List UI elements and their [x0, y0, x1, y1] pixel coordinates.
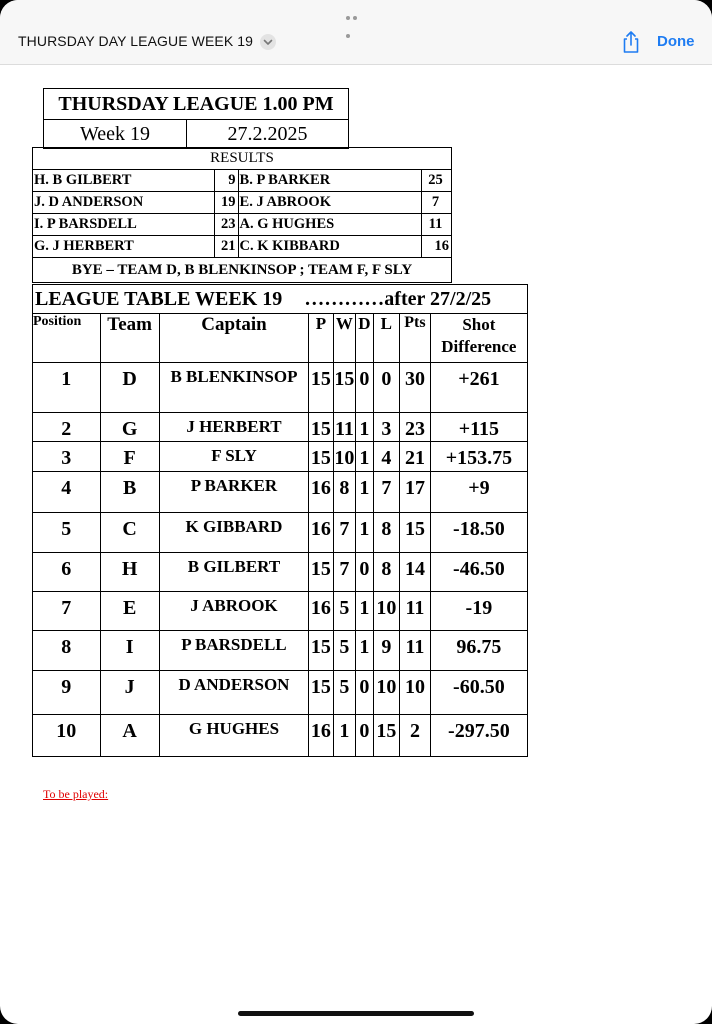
- lost-cell: 10: [373, 671, 400, 715]
- shot-difference-cell: -60.50: [430, 671, 527, 715]
- share-icon[interactable]: [620, 30, 642, 54]
- league-table-row: [33, 442, 528, 472]
- position-cell: 7: [33, 592, 101, 631]
- points-cell: 21: [400, 442, 431, 472]
- col-position: Position: [33, 314, 101, 363]
- team-cell: H: [100, 553, 159, 592]
- points-cell: 23: [400, 413, 431, 442]
- drawn-cell: 1: [356, 472, 373, 513]
- position-cell: 10: [33, 715, 101, 757]
- home-team: J. D ANDERSON: [33, 192, 215, 214]
- away-score: 25: [422, 170, 452, 192]
- result-row: [33, 214, 452, 236]
- league-table: [32, 284, 528, 757]
- col-won: W: [333, 314, 356, 363]
- won-cell: 15: [333, 363, 356, 413]
- shot-difference-cell: -18.50: [430, 513, 527, 553]
- col-points: Pts: [400, 314, 431, 363]
- shot-difference-cell: +9: [430, 472, 527, 513]
- shot-difference-cell: +115: [430, 413, 527, 442]
- points-cell: 30: [400, 363, 431, 413]
- points-cell: 15: [400, 513, 431, 553]
- captain-cell: D ANDERSON: [159, 671, 308, 715]
- played-cell: 16: [309, 592, 334, 631]
- captain-cell: B BLENKINSOP: [159, 363, 308, 413]
- document-title[interactable]: THURSDAY DAY LEAGUE WEEK 19: [18, 33, 254, 49]
- position-cell: 8: [33, 631, 101, 671]
- league-table-row: [33, 413, 528, 442]
- position-cell: 2: [33, 413, 101, 442]
- won-cell: 10: [333, 442, 356, 472]
- result-row: [33, 236, 452, 258]
- position-cell: 1: [33, 363, 101, 413]
- lost-cell: 0: [373, 363, 400, 413]
- drawn-cell: 0: [356, 363, 373, 413]
- home-score: 21: [214, 236, 238, 258]
- drawn-cell: 0: [356, 553, 373, 592]
- position-cell: 4: [33, 472, 101, 513]
- played-cell: 15: [309, 631, 334, 671]
- position-cell: 9: [33, 671, 101, 715]
- league-table-row: [33, 715, 528, 757]
- points-cell: 2: [400, 715, 431, 757]
- league-table-row: [33, 631, 528, 671]
- results-table: [32, 147, 452, 283]
- league-table-header: [33, 314, 528, 363]
- lost-cell: 8: [373, 513, 400, 553]
- lost-cell: 3: [373, 413, 400, 442]
- after-date: …………after 27/2/25: [304, 287, 492, 310]
- col-team: Team: [100, 314, 159, 363]
- drawn-cell: 1: [356, 442, 373, 472]
- captain-cell: J ABROOK: [159, 592, 308, 631]
- col-shot-difference: [430, 314, 527, 363]
- won-cell: 7: [333, 513, 356, 553]
- result-row: [33, 170, 452, 192]
- played-cell: 16: [309, 715, 334, 757]
- col-difference-label: Difference: [441, 337, 517, 356]
- bye-note: BYE – TEAM D, B BLENKINSOP ; TEAM F, F SLY: [33, 258, 452, 283]
- team-cell: B: [100, 472, 159, 513]
- league-header-table: [43, 88, 349, 149]
- drawn-cell: 0: [356, 671, 373, 715]
- home-team: H. B GILBERT: [33, 170, 215, 192]
- to-be-played-link[interactable]: To be played:: [43, 787, 109, 801]
- date-label: 27.2.2025: [187, 120, 349, 149]
- viewer-toolbar: [0, 0, 712, 65]
- home-team: I. P BARSDELL: [33, 214, 215, 236]
- points-cell: 10: [400, 671, 431, 715]
- captain-cell: G HUGHES: [159, 715, 308, 757]
- lost-cell: 9: [373, 631, 400, 671]
- played-cell: 15: [309, 363, 334, 413]
- col-captain: Captain: [159, 314, 308, 363]
- col-shot-label: Shot: [462, 315, 496, 334]
- drawn-cell: 1: [356, 413, 373, 442]
- won-cell: 5: [333, 671, 356, 715]
- won-cell: 1: [333, 715, 356, 757]
- done-button[interactable]: Done: [657, 33, 695, 50]
- league-table-row: [33, 472, 528, 513]
- team-cell: C: [100, 513, 159, 553]
- away-team: C. K KIBBARD: [238, 236, 422, 258]
- drawn-cell: 1: [356, 631, 373, 671]
- result-row: [33, 192, 452, 214]
- team-cell: D: [100, 363, 159, 413]
- lost-cell: 8: [373, 553, 400, 592]
- points-cell: 11: [400, 592, 431, 631]
- won-cell: 8: [333, 472, 356, 513]
- captain-cell: B GILBERT: [159, 553, 308, 592]
- played-cell: 15: [309, 413, 334, 442]
- lost-cell: 7: [373, 472, 400, 513]
- shot-difference-cell: -46.50: [430, 553, 527, 592]
- captain-cell: P BARKER: [159, 472, 308, 513]
- won-cell: 5: [333, 592, 356, 631]
- played-cell: 15: [309, 553, 334, 592]
- league-table-row: [33, 553, 528, 592]
- captain-cell: P BARSDELL: [159, 631, 308, 671]
- won-cell: 5: [333, 631, 356, 671]
- team-cell: A: [100, 715, 159, 757]
- shot-difference-cell: +261: [430, 363, 527, 413]
- played-cell: 16: [309, 472, 334, 513]
- league-table-title: LEAGUE TABLE WEEK 19: [35, 287, 283, 310]
- position-cell: 3: [33, 442, 101, 472]
- away-score: 7: [422, 192, 452, 214]
- team-cell: E: [100, 592, 159, 631]
- col-lost: L: [373, 314, 400, 363]
- drawn-cell: 1: [356, 592, 373, 631]
- drawn-cell: 1: [356, 513, 373, 553]
- home-indicator[interactable]: [238, 1011, 474, 1016]
- captain-cell: K GIBBARD: [159, 513, 308, 553]
- won-cell: 11: [333, 413, 356, 442]
- away-team: A. G HUGHES: [238, 214, 422, 236]
- lost-cell: 4: [373, 442, 400, 472]
- col-played: P: [309, 314, 334, 363]
- points-cell: 11: [400, 631, 431, 671]
- position-cell: 5: [33, 513, 101, 553]
- team-cell: F: [100, 442, 159, 472]
- shot-difference-cell: -19: [430, 592, 527, 631]
- results-heading: RESULTS: [33, 148, 452, 170]
- home-score: 23: [214, 214, 238, 236]
- week-label: Week 19: [44, 120, 187, 149]
- away-score: 11: [422, 214, 452, 236]
- captain-cell: J HERBERT: [159, 413, 308, 442]
- league-table-row: [33, 671, 528, 715]
- league-table-row: [33, 592, 528, 631]
- away-score: 16: [422, 236, 452, 258]
- points-cell: 17: [400, 472, 431, 513]
- away-team: B. P BARKER: [238, 170, 422, 192]
- shot-difference-cell: +153.75: [430, 442, 527, 472]
- played-cell: 15: [309, 671, 334, 715]
- lost-cell: 10: [373, 592, 400, 631]
- home-score: 19: [214, 192, 238, 214]
- drawn-cell: 0: [356, 715, 373, 757]
- away-team: E. J ABROOK: [238, 192, 422, 214]
- league-table-row: [33, 513, 528, 553]
- league-table-row: [33, 363, 528, 413]
- points-cell: 14: [400, 553, 431, 592]
- played-cell: 16: [309, 513, 334, 553]
- league-title: THURSDAY LEAGUE 1.00 PM: [44, 89, 349, 120]
- home-score: 9: [214, 170, 238, 192]
- home-team: G. J HERBERT: [33, 236, 215, 258]
- captain-cell: F SLY: [159, 442, 308, 472]
- played-cell: 15: [309, 442, 334, 472]
- more-dots-icon[interactable]: [346, 7, 366, 13]
- shot-difference-cell: 96.75: [430, 631, 527, 671]
- lost-cell: 15: [373, 715, 400, 757]
- team-cell: G: [100, 413, 159, 442]
- position-cell: 6: [33, 553, 101, 592]
- col-drawn: D: [356, 314, 373, 363]
- won-cell: 7: [333, 553, 356, 592]
- team-cell: I: [100, 631, 159, 671]
- chevron-down-icon[interactable]: [260, 34, 276, 50]
- team-cell: J: [100, 671, 159, 715]
- shot-difference-cell: -297.50: [430, 715, 527, 757]
